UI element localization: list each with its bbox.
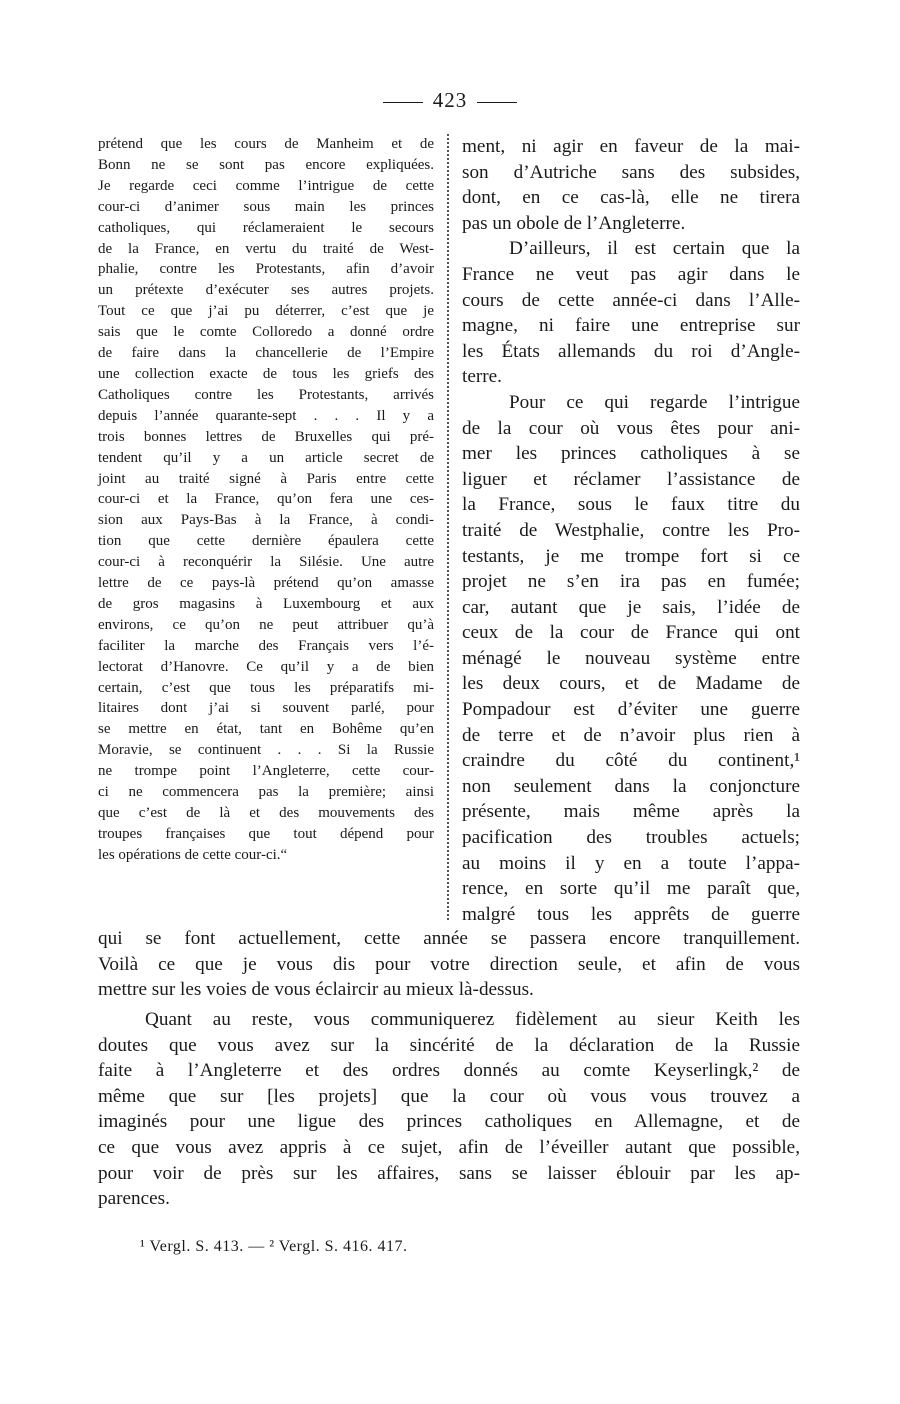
full-width-paragraph-4 [98,1007,800,1212]
text-line: un prétexte d’exécuter ses autres projets. [98,282,434,299]
text-line: testants, je me trompe fort si ce [462,545,800,567]
text-line: de la cour où vous êtes pour ani- [462,417,800,439]
text-line: de faire dans la chancellerie de l’Empire [98,345,434,362]
text-line: prétend que les cours de Manheim et de [98,136,434,152]
full-width-paragraph-continued [98,926,800,1003]
text-line: de la France, en vertu du traité de West- [98,240,434,257]
text-line: les États allemands du roi d’Angle- [462,340,800,362]
text-line: litaires dont j’ai si souvent parlé, pour [98,700,434,717]
text-line: Bonn ne se sont pas encore expliquées. [98,156,434,173]
text-line: parences. [98,1188,170,1210]
text-line: troupes françaises que tout dépend pour [98,825,434,842]
text-line: qui se font actuellement, cette année se passera encore tranquillement. [98,928,800,949]
text-line: traité de Westphalie, contre les Pro- [462,519,800,541]
text-line: Pour ce qui regarde l’intrigue [509,391,800,413]
text-line: craindre du côté du continent,¹ [462,750,800,772]
text-line: tendent qu’il y a un article secret de [98,449,434,466]
text-line: ment, ni agir en faveur de la mai- [462,136,800,157]
text-line: rence, en sorte qu’il me paraît que, [462,878,800,900]
column-separator [447,134,449,920]
text-line: cour-ci d’animer sous main les princes [98,198,434,215]
text-line: malgré tous les apprêts de guerre [462,903,800,925]
footnotes: ¹ Vergl. S. 413. — ² Vergl. S. 416. 417. [140,1238,408,1255]
text-line: faciliter la marche des Français vers l’é- [98,637,434,654]
text-line: la France, sous le faux titre du [462,494,800,516]
text-line: mer les princes catholiques à se [462,443,800,465]
text-line: ceux de la cour de France qui ont [462,622,800,644]
text-line: magne, ni faire une entreprise sur [462,315,800,337]
right-paragraph-3 [462,390,800,927]
text-line: ce que vous avez appris à ce sujet, afin de l’éveiller autant que possible, [98,1136,800,1158]
text-line: Je regarde ceci comme l’intrigue de cette [98,177,434,194]
text-line: Catholiques contre les Protestants, arrivés [98,386,434,403]
text-line: ci ne commencera pas la première; ainsi [98,784,434,801]
text-line: que c’est de là et des mouvements des [98,805,434,821]
text-line: sais que le comte Colloredo a donné ordre [98,324,434,341]
text-line: pas un obole de l’Angleterre. [462,212,686,234]
text-line: imaginés pour une ligue des princes catholiques en Allemagne, et de [98,1111,800,1133]
text-line: au moins il y en a toute l’appa- [462,852,800,874]
right-column [462,134,800,927]
text-line: doutes que vous avez sur la sincérité de la déclaration de la Russie [98,1034,800,1056]
text-line: catholiques, qui réclameraient le secours [98,219,434,236]
text-line: son d’Autriche sans des subsides, [462,161,800,183]
text-line: D’ailleurs, il est certain que la [509,238,800,260]
text-line: tion que cette dernière épaulera cette [98,533,434,550]
page-number-dash-left [383,102,423,103]
text-line: mettre sur les voies de vous éclaircir au mieux là-dessus. [98,979,534,1001]
text-line: Moravie, se continuent . . . Si la Russie [98,742,434,759]
left-column-quotation [98,134,434,866]
text-line: se mettre en état, tant en Bohême qu’en [98,721,434,738]
text-line: une collection exacte de tous les griefs des [98,365,434,382]
right-paragraph-2 [462,236,800,390]
text-line: cour-ci et la France, qu’on fera une ces- [98,491,434,508]
text-line: ménagé le nouveau système entre [462,647,800,669]
text-line: phalie, contre les Protestants, afin d’avoir [98,261,434,278]
text-line: Tout ce que j’ai pu déterrer, c’est que je [98,303,434,320]
text-line: ne trompe point l’Angleterre, cette cour- [98,763,434,780]
text-line: Voilà ce que je vous dis pour votre direction seule, et afin de vous [98,953,800,975]
text-line: les deux cours, et de Madame de [462,673,800,695]
page-number-dash-right [477,102,517,103]
text-line: non seulement dans la conjoncture [462,775,800,797]
text-line: Pompadour est d’éviter une guerre [462,699,800,721]
text-line: faite à l’Angleterre et des ordres donnés au comte Keyserlingk,² de [98,1060,800,1082]
text-line: liguer et réclamer l’assistance de [462,468,800,490]
text-line: sion aux Pays-Bas à la France, à condi- [98,512,434,529]
text-line: certain, c’est que tous les préparatifs mi- [98,679,434,696]
text-line: trois bonnes lettres de Bruxelles qui pré- [98,428,434,445]
text-line: même que sur [les projets] que la cour où vous vous trouvez a [98,1085,800,1107]
text-line: présente, mais même après la [462,801,800,823]
text-line: cours de cette année-ci dans l’Alle- [462,289,800,311]
page-number-text: 423 [432,88,468,112]
text-line: pour voir de près sur les affaires, sans se laisser éblouir par les ap- [98,1162,800,1184]
text-line: pacification des troubles actuels; [462,827,800,849]
text-line: environs, ce qu’on ne peut attribuer qu’à [98,616,434,633]
text-line: depuis l’année quarante-sept . . . Il y a [98,407,434,424]
text-line: dont, en ce cas-là, elle ne tirera [462,187,800,209]
text-line: lettre de ce pays-là prétend qu’on amasse [98,575,434,592]
text-line: France ne veut pas agir dans le [462,263,800,285]
text-line: de gros magasins à Luxembourg et aux [98,595,434,612]
text-line: joint au traité signé à Paris entre cette [98,470,434,487]
text-line: de terre et de n’avoir plus rien à [462,724,800,746]
text-line: Quant au reste, vous communiquerez fidèlement au sieur Keith les [145,1009,800,1030]
text-line: terre. [462,366,502,388]
right-paragraph-1 [462,134,800,236]
text-line: car, autant que je sais, l’idée de [462,596,800,618]
text-line: lectorat d’Hanovre. Ce qu’il y a de bien [98,658,434,675]
page-number [0,88,900,113]
text-line: cour-ci à reconquérir la Silésie. Une autre [98,554,434,571]
text-line: projet ne s’en ira pas en fumée; [462,571,800,593]
text-line: les opérations de cette cour-ci.“ [98,846,288,863]
